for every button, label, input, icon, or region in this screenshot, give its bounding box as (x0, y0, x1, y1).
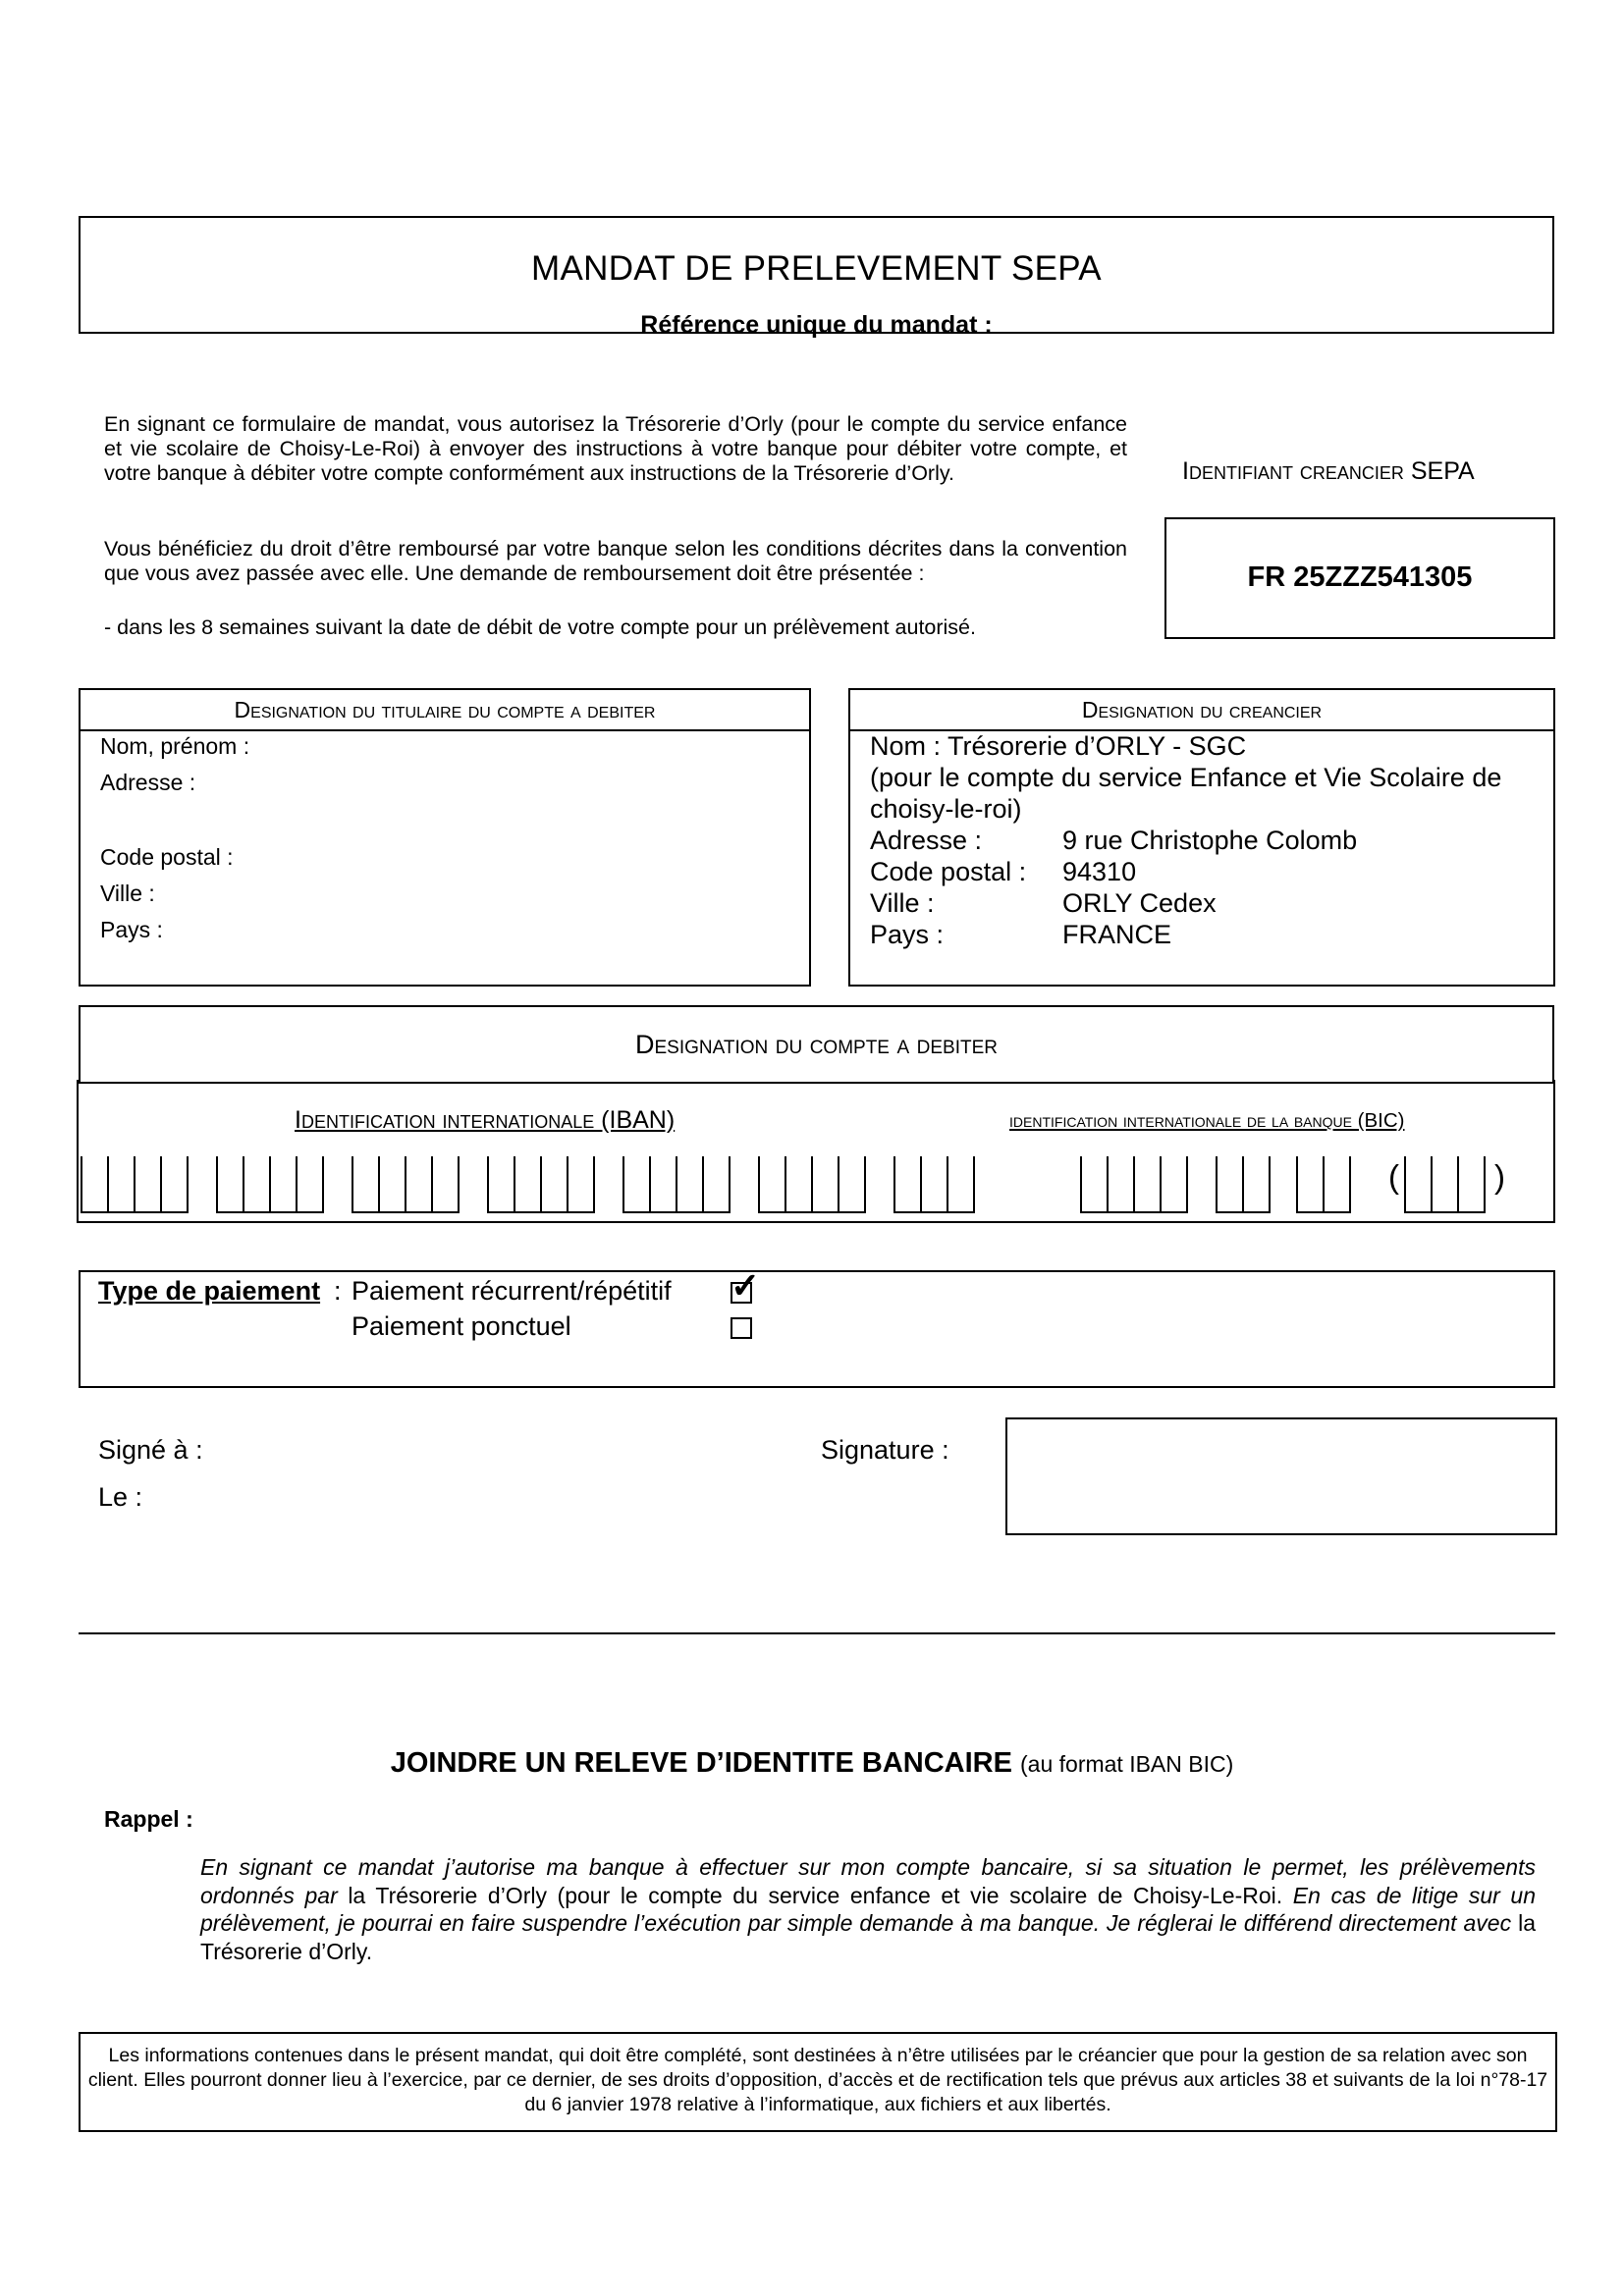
holder-address-field[interactable]: Adresse : (100, 770, 196, 795)
payment-oneoff-checkbox[interactable] (731, 1317, 752, 1339)
iban-digit-box[interactable] (431, 1156, 460, 1213)
holder-postal-field[interactable]: Code postal : (100, 844, 234, 870)
creditor-id-box (1164, 517, 1555, 639)
creditor-postal-value: 94310 (1062, 857, 1137, 886)
creditor-country-value: FRANCE (1062, 920, 1172, 949)
rib-instruction (0, 1747, 1624, 1780)
iban-digit-box[interactable] (81, 1156, 107, 1213)
account-holder-section (79, 688, 811, 987)
iban-group-1[interactable] (81, 1156, 189, 1213)
bic-group-location[interactable] (1296, 1156, 1351, 1213)
reminder-label: Rappel : (104, 1806, 193, 1832)
iban-group-6[interactable] (758, 1156, 866, 1213)
creditor-address-value: 9 rue Christophe Colomb (1062, 826, 1358, 855)
bic-digit-box[interactable] (1296, 1156, 1323, 1213)
iban-digit-box[interactable] (514, 1156, 540, 1213)
iban-group-5[interactable] (623, 1156, 731, 1213)
privacy-notice-text: Les informations contenues dans le présent mandat, qui doit être complété, sont destinées à n’être utilisées par le créancier que pour la gestion de sa relation avec son client. Elles pourront donner lieu à l’exercice, par ce dernier, de ses droits d’opposition, d’accès et de rectification tels que prévus aux articles 38 et suivants de la loi n°78-17 du 6 janvier 1978 relative à l’informatique, aux fichiers et aux libertés. (87, 2045, 1548, 2115)
iban-digit-box[interactable] (893, 1156, 920, 1213)
bic-digit-box[interactable] (1216, 1156, 1242, 1213)
reminder-text (200, 1853, 1536, 1965)
iban-digit-box[interactable] (107, 1156, 134, 1213)
bic-digit-box[interactable] (1404, 1156, 1431, 1213)
reminder-text-part-3: En cas de litige sur un prélèvement, je pourrai en faire suspendre l’exécution par simple demande à ma banque. Je réglerai le différend directement avec (200, 1882, 1536, 1936)
iban-digit-box[interactable] (160, 1156, 189, 1213)
creditor-postal-label: Code postal : (870, 857, 1027, 886)
bic-digit-box[interactable] (1160, 1156, 1188, 1213)
bic-digit-box[interactable] (1457, 1156, 1486, 1213)
bic-digit-box[interactable] (1107, 1156, 1133, 1213)
holder-name-field[interactable]: Nom, prénom : (100, 733, 250, 759)
bic-label: identification internationale de la banque (BIC) (1009, 1109, 1405, 1132)
creditor-heading: Designation du creancier (850, 690, 1553, 731)
bic-group-country[interactable] (1216, 1156, 1271, 1213)
holder-country-field[interactable]: Pays : (100, 917, 163, 942)
signed-at-field[interactable]: Signé à : (98, 1435, 203, 1465)
creditor-city-label: Ville : (870, 888, 935, 918)
check-icon: ✓ (731, 1265, 761, 1306)
reminder-text-part-2: la Trésorerie d’Orly (pour le compte du service enfance et vie scolaire de Choisy-Le-Roi. (337, 1882, 1293, 1908)
bic-digit-box[interactable] (1133, 1156, 1160, 1213)
iban-digit-box[interactable] (378, 1156, 405, 1213)
bic-group-branch[interactable] (1404, 1156, 1486, 1213)
bic-digit-box[interactable] (1242, 1156, 1271, 1213)
intro-paragraph-1: En signant ce formulaire de mandat, vous autorisez la Trésorerie d’Orly (pour le compte du service enfance et vie scolaire de Choisy-Le-Roi) à envoyer des instructions à votre banque pour débiter votre compte, et votre banque à débiter votre compte conformément aux instructions de la Trésorerie d’Orly. (104, 412, 1127, 485)
account-holder-heading: Designation du titulaire du compte a debiter (81, 690, 809, 731)
iban-group-4[interactable] (487, 1156, 595, 1213)
iban-digit-box[interactable] (702, 1156, 731, 1213)
iban-label: Identification internationale (IBAN) (295, 1106, 676, 1134)
iban-group-3[interactable] (352, 1156, 460, 1213)
payment-recurrent-label: Paiement récurrent/répétitif (352, 1276, 672, 1306)
iban-digit-box[interactable] (243, 1156, 269, 1213)
intro-paragraph-2: Vous bénéficiez du droit d’être remboursé par votre banque selon les conditions décrites dans la convention que vous avez passée avec elle. Une demande de remboursement doit être présentée : (104, 537, 1127, 585)
privacy-notice-box (79, 2032, 1557, 2132)
iban-digit-box[interactable] (947, 1156, 975, 1213)
iban-group-2[interactable] (216, 1156, 324, 1213)
iban-digit-box[interactable] (758, 1156, 785, 1213)
iban-digit-box[interactable] (405, 1156, 431, 1213)
iban-digit-box[interactable] (487, 1156, 514, 1213)
signed-date-field[interactable]: Le : (98, 1482, 143, 1512)
signature-box[interactable] (1005, 1417, 1557, 1535)
bic-digit-box[interactable] (1080, 1156, 1107, 1213)
page-title: MANDAT DE PRELEVEMENT SEPA (531, 249, 1102, 288)
creditor-city-value: ORLY Cedex (1062, 888, 1217, 918)
bic-group-bank[interactable] (1080, 1156, 1188, 1213)
iban-digit-box[interactable] (567, 1156, 595, 1213)
payment-oneoff-label: Paiement ponctuel (352, 1311, 571, 1341)
creditor-section (848, 688, 1555, 987)
creditor-name: Nom : Trésorerie d’ORLY - SGC (870, 731, 1247, 761)
bic-branch-paren-close: ) (1494, 1158, 1505, 1195)
debit-account-heading: Designation du compte a debiter (634, 1030, 999, 1059)
bic-branch-paren-open: ( (1388, 1158, 1399, 1195)
bic-digit-box[interactable] (1323, 1156, 1351, 1213)
iban-digit-box[interactable] (216, 1156, 243, 1213)
rib-title: JOINDRE UN RELEVE D’IDENTITE BANCAIRE (390, 1747, 1012, 1779)
debit-account-heading-box (79, 1005, 1554, 1084)
bic-digit-box[interactable] (1431, 1156, 1457, 1213)
iban-digit-box[interactable] (540, 1156, 567, 1213)
payment-type-label: Type de paiement (98, 1276, 321, 1306)
iban-digit-box[interactable] (352, 1156, 378, 1213)
signature-label: Signature : (821, 1435, 949, 1465)
iban-digit-box[interactable] (838, 1156, 866, 1213)
iban-digit-box[interactable] (920, 1156, 947, 1213)
iban-digit-box[interactable] (623, 1156, 649, 1213)
creditor-name-detail: (pour le compte du service Enfance et Vie Scolaire de (870, 763, 1502, 792)
iban-digit-box[interactable] (676, 1156, 702, 1213)
rib-subtitle: (au format IBAN BIC) (1020, 1751, 1234, 1777)
creditor-id-label: Identifiant creancier SEPA (1182, 457, 1475, 485)
holder-city-field[interactable]: Ville : (100, 881, 155, 906)
creditor-name-detail-2: choisy-le-roi) (870, 794, 1022, 824)
separator-line (79, 1632, 1555, 1634)
reminder-text-part-1: En signant ce mandat j’autorise ma banque à effectuer sur mon compte bancaire, si sa situation le permet, les prélèvements ordonnés par (200, 1854, 1536, 1908)
iban-digit-box[interactable] (785, 1156, 811, 1213)
creditor-id-value: FR 25ZZZ541305 (1247, 561, 1473, 593)
intro-paragraph-2-item: - dans les 8 semaines suivant la date de débit de votre compte pour un prélèvement autorisé. (104, 615, 976, 639)
creditor-address-label: Adresse : (870, 826, 983, 855)
creditor-country-label: Pays : (870, 920, 945, 949)
payment-type-colon: : (334, 1276, 342, 1306)
iban-group-7[interactable] (893, 1156, 975, 1213)
iban-digit-box[interactable] (134, 1156, 160, 1213)
reminder-text-part-4: la Trésorerie d’Orly. (200, 1910, 1536, 1964)
iban-digit-box[interactable] (296, 1156, 324, 1213)
iban-digit-box[interactable] (269, 1156, 296, 1213)
iban-digit-box[interactable] (811, 1156, 838, 1213)
iban-digit-box[interactable] (649, 1156, 676, 1213)
mandate-reference-label: Référence unique du mandat : (640, 311, 993, 339)
